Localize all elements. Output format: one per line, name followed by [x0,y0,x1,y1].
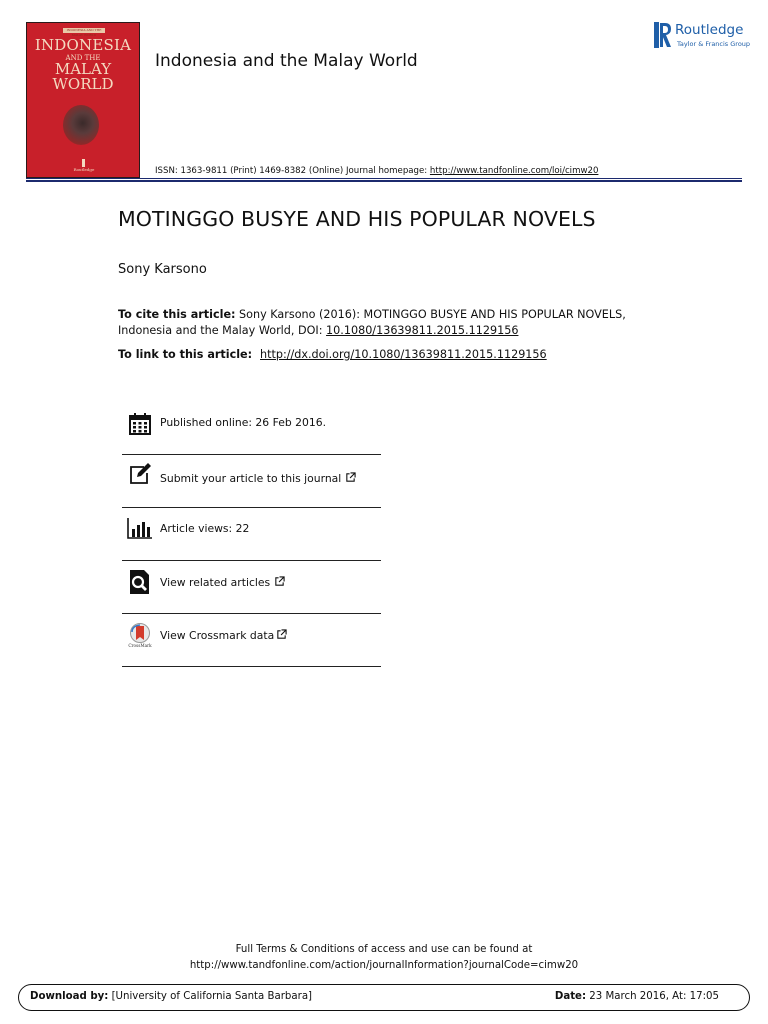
header-rule-thin [26,178,742,179]
article-link-line [118,348,547,361]
edit-icon [127,461,153,487]
download-value: [University of California Santa Barbara] [108,991,313,1002]
publisher-name: Routledge [675,22,744,38]
cover-band: INDONESIA AND THE MALAY WORLD [63,28,105,33]
terms-url[interactable]: http://www.tandfonline.com/action/journalInformation?journalCode=cimw20 [189,959,579,971]
date-value: 23 March 2016, At: 17:05 [586,991,719,1002]
download-date [555,991,719,1002]
publisher-subtitle: Taylor & Francis Group [677,40,751,48]
journal-title: Indonesia and the Malay World [155,51,418,71]
article-author: Sony Karsono [118,262,207,277]
info-item-published [122,401,381,455]
article-info-list [122,401,381,667]
cover-title-line-4: WORLD [52,75,114,93]
link-label: To link to this article: [118,348,256,361]
cite-text: Sony Karsono (2016): MOTINGGO BUSYE AND HIS POPULAR NOVELS, Indonesia and the Malay World, DOI: [118,308,626,337]
download-by [30,991,312,1002]
cover-title-line-2: AND THE [65,54,101,62]
info-item-views [122,508,381,561]
issn-line [155,166,598,176]
bar-chart-icon [127,516,153,542]
info-item-crossmark[interactable] [122,614,381,667]
external-link-icon [345,472,356,483]
cover-logo-text: Routledge [73,167,95,172]
publisher-logo[interactable] [654,22,750,50]
info-item-submit[interactable] [122,455,381,508]
cite-doi-link[interactable]: 10.1080/13639811.2015.1129156 [326,323,519,337]
submit-article-text[interactable]: Submit your article to this journal [160,472,342,485]
date-label: Date: [554,991,587,1002]
article-doi-link[interactable]: http://dx.doi.org/10.1080/13639811.2015.1129156 [260,348,547,361]
external-link-icon [276,629,287,640]
crossmark-icon [127,622,153,648]
external-link-icon [274,576,285,587]
related-articles-search-icon [127,569,153,595]
citation-block [118,307,678,338]
cover-publisher-logo [73,159,95,172]
routledge-r-icon [654,22,672,48]
related-articles-link [160,576,285,589]
download-label: Download by: [30,991,109,1002]
crossmark-icon-label: CrossMark [128,643,152,648]
related-articles-text[interactable]: View related articles [160,576,271,589]
article-title: MOTINGGO BUSYE AND HIS POPULAR NOVELS [118,207,596,231]
crossmark-text[interactable]: View Crossmark data [160,629,275,642]
journal-cover-image [26,22,140,178]
cover-artwork [63,105,99,145]
published-date: Published online: 26 Feb 2016. [160,416,327,429]
article-views: Article views: 22 [160,522,250,535]
header-rule [26,180,742,182]
cover-title-line-3: MALAY [54,60,112,78]
crossmark-link [160,629,287,642]
journal-homepage-link[interactable]: http://www.tandfonline.com/loi/cimw20 [429,166,599,176]
terms-line-1: Full Terms & Conditions of access and use can be found at [235,944,533,955]
cover-title-line-1: INDONESIA [34,36,132,54]
terms-notice [0,942,768,973]
issn-text: ISSN: 1363-9811 (Print) 1469-8382 (Online) Journal homepage: [155,166,430,176]
submit-article-link [160,472,356,485]
info-item-related[interactable] [122,561,381,614]
download-info-bar [18,984,750,1011]
calendar-icon [127,411,153,437]
cite-label: To cite this article: [118,308,236,321]
